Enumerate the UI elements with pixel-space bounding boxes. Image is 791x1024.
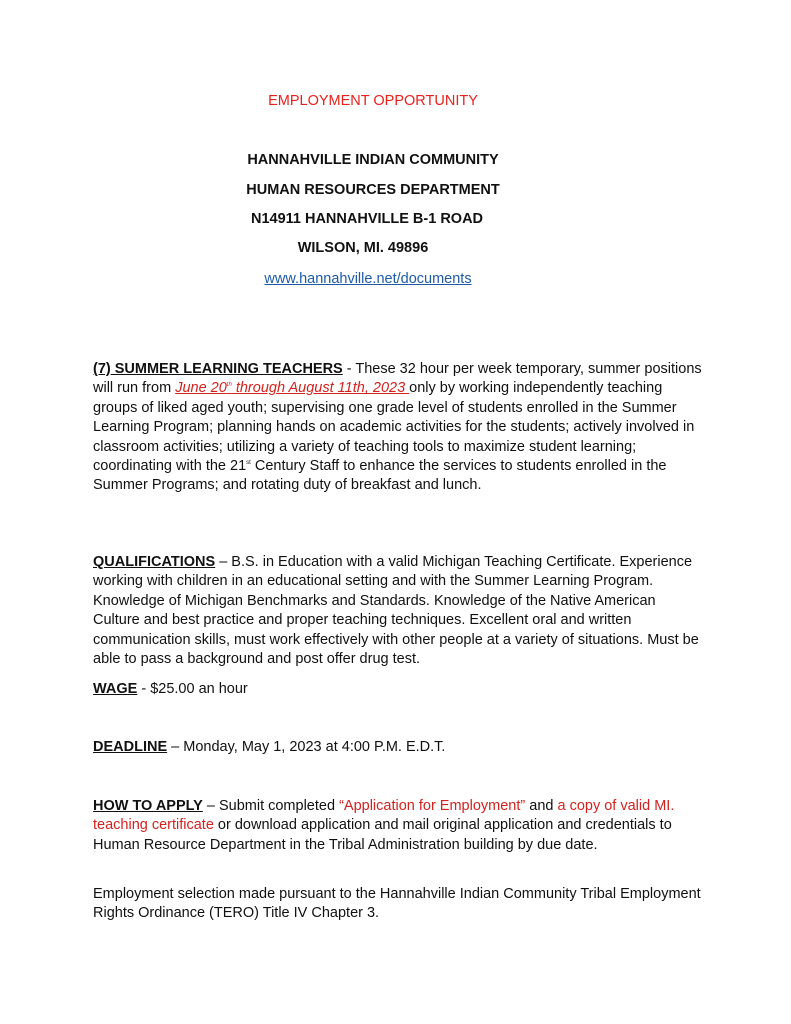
org-name: HANNAHVILLE INDIAN COMMUNITY — [247, 152, 499, 168]
teachers-text-a: - These 32 hour per week temporary, summer positions will run from — [93, 361, 702, 397]
apply-section — [93, 797, 705, 855]
start-date-suffix: th — [226, 382, 232, 389]
apply-text-c: or download application and mail original application and credentials to Human Resource Department in the Tribal Administration building by due date. — [93, 817, 672, 853]
apply-text-a: – Submit completed — [202, 798, 340, 814]
teachers-heading: (7) SUMMER LEARNING TEACHERS — [93, 361, 343, 377]
wage-section — [93, 680, 705, 699]
wage-heading: WAGE — [93, 681, 138, 697]
deadline-heading: DEADLINE — [93, 739, 168, 755]
deadline-section — [93, 738, 705, 757]
qualifications-heading: QUALIFICATIONS — [93, 554, 216, 570]
century-suffix: st — [246, 460, 251, 467]
teachers-section — [93, 360, 705, 496]
document-title: EMPLOYMENT OPPORTUNITY — [268, 93, 478, 109]
end-date: through August 11th, 2023 — [231, 380, 410, 397]
certificate-requirement: a copy of valid MI. teaching certificate — [93, 798, 675, 834]
start-date: June 20th through August 11th, 2023 — [175, 380, 410, 397]
city-line: WILSON, MI. 49896 — [297, 240, 429, 256]
teachers-text-b: only by working independently teaching groups of liked aged youth; supervising one grade level of students enrolled in the Summer Learning Program; planning hands on academic activities for the students; actively involved in classroom activities; utilizing a variety of teaching tools to maximize student learning; coordinating with the 21 — [93, 380, 695, 475]
department-name: HUMAN RESOURCES DEPARTMENT — [246, 182, 500, 198]
application-form-name: “Application for Employment” — [339, 798, 526, 814]
deadline-text: – Monday, May 1, 2023 at 4:00 P.M. E.D.T. — [167, 739, 446, 755]
address-line: N14911 HANNAHVILLE B-1 ROAD — [250, 211, 484, 227]
qualifications-text: – B.S. in Education with a valid Michigan Teaching Certificate. Experience working with children in an educational setting and with the Summer Learning Program. Knowledge of Michigan Benchmarks and Standards. Knowledge of the Native American Culture and best practice and proper teaching techniques. Excellent oral and written communication skills, must work effectively with other people at a variety of situations. Must be able to pass a background and post offer drug test. — [93, 554, 699, 668]
qualifications-section — [93, 553, 705, 669]
apply-heading: HOW TO APPLY — [93, 798, 203, 814]
tero-statement: Employment selection made pursuant to the Hannahville Indian Community Tribal Employment Rights Ordinance (TERO) Title IV Chapter 3. — [93, 886, 701, 922]
teachers-text-c: Century Staff to enhance the services to students enrolled in the Summer Programs; and rotating duty of breakfast and lunch. — [93, 458, 667, 494]
wage-text: - $25.00 an hour — [137, 681, 248, 697]
website-link[interactable]: www.hannahville.net/documents — [264, 271, 472, 287]
apply-text-b: and — [525, 798, 558, 814]
